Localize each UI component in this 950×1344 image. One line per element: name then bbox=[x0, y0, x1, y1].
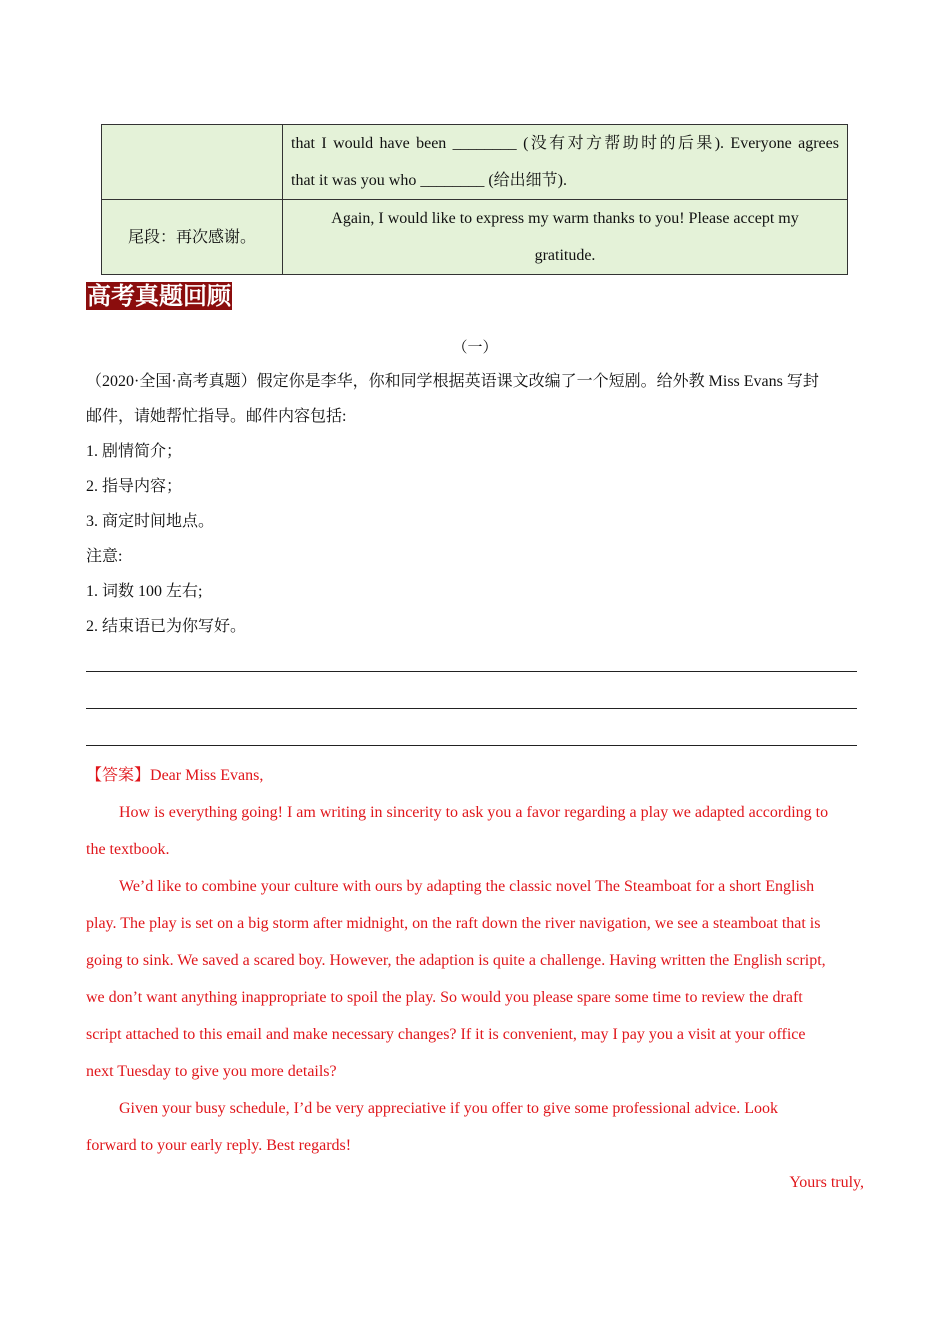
table-text-line: that it was you who ________ (给出细节). bbox=[291, 172, 567, 189]
salutation-text: Dear Miss Evans, bbox=[150, 767, 264, 784]
answer-line: going to sink. We saved a scared boy. However, the adaption is quite a challenge. Having written the English script, bbox=[86, 952, 826, 969]
answer-block bbox=[86, 757, 864, 1201]
answer-salutation bbox=[86, 757, 864, 794]
answer-line: forward to your early reply. Best regards! bbox=[86, 1137, 352, 1154]
table-text-line: that I would have been ________ (没有对方帮助时的后果). Everyone agrees bbox=[291, 135, 839, 152]
table-cell-content bbox=[283, 125, 848, 200]
answer-line: the textbook. bbox=[86, 841, 170, 858]
prompt-line: 邮件，请她帮忙指导。邮件内容包括: bbox=[86, 408, 347, 425]
prompt-line: （2020·全国·高考真题）假定你是李华，你和同学根据英语课文改编了一个短剧。给外教 Miss Evans 写封 bbox=[86, 373, 819, 390]
prompt-line: 2. 结束语已为你写好。 bbox=[86, 618, 247, 635]
answer-closing: Yours truly, bbox=[789, 1174, 864, 1191]
answer-tag: 【答案】 bbox=[86, 767, 151, 784]
question-prompt bbox=[86, 364, 858, 644]
outline-table bbox=[101, 124, 848, 275]
answer-blank-line bbox=[86, 745, 857, 746]
table-text-line: Again, I would like to express my warm thanks to you! Please accept my bbox=[331, 210, 799, 227]
table-cell-section: 尾段：再次感谢。 bbox=[102, 200, 283, 275]
table-text-line: gratitude. bbox=[534, 247, 596, 264]
answer-blank-line bbox=[86, 708, 857, 709]
answer-line: play. The play is set on a big storm after midnight, on the raft down the river navigation, we see a steamboat that is bbox=[86, 915, 821, 932]
answer-line: We’d like to combine your culture with ours by adapting the classic novel The Steamboat for a short English bbox=[119, 878, 815, 895]
prompt-line: 1. 词数 100 左右; bbox=[86, 583, 203, 600]
answer-blank-line bbox=[86, 671, 857, 672]
prompt-line: 注意: bbox=[86, 548, 123, 565]
prompt-line: 2. 指导内容； bbox=[86, 478, 183, 495]
prompt-line: 1. 剧情简介； bbox=[86, 443, 183, 460]
prompt-line: 3. 商定时间地点。 bbox=[86, 513, 215, 530]
answer-line: script attached to this email and make necessary changes? If it is convenient, may I pay you a visit at your office bbox=[86, 1026, 806, 1043]
table-cell-content bbox=[283, 200, 848, 275]
table-row bbox=[102, 125, 848, 200]
answer-line: we don’t want anything inappropriate to spoil the play. So would you please spare some time to review the draft bbox=[86, 989, 803, 1006]
answer-line: Given your busy schedule, I’d be very appreciative if you offer to give some professional advice. Look bbox=[119, 1100, 779, 1117]
answer-line: How is everything going! I am writing in sincerity to ask you a favor regarding a play we adapted according to bbox=[119, 804, 829, 821]
section-title: 高考真题回顾 bbox=[87, 282, 231, 310]
answer-line: next Tuesday to give you more details? bbox=[86, 1063, 337, 1080]
table-cell-section bbox=[102, 125, 283, 200]
table-row bbox=[102, 200, 848, 275]
question-number: （一） bbox=[452, 340, 498, 356]
